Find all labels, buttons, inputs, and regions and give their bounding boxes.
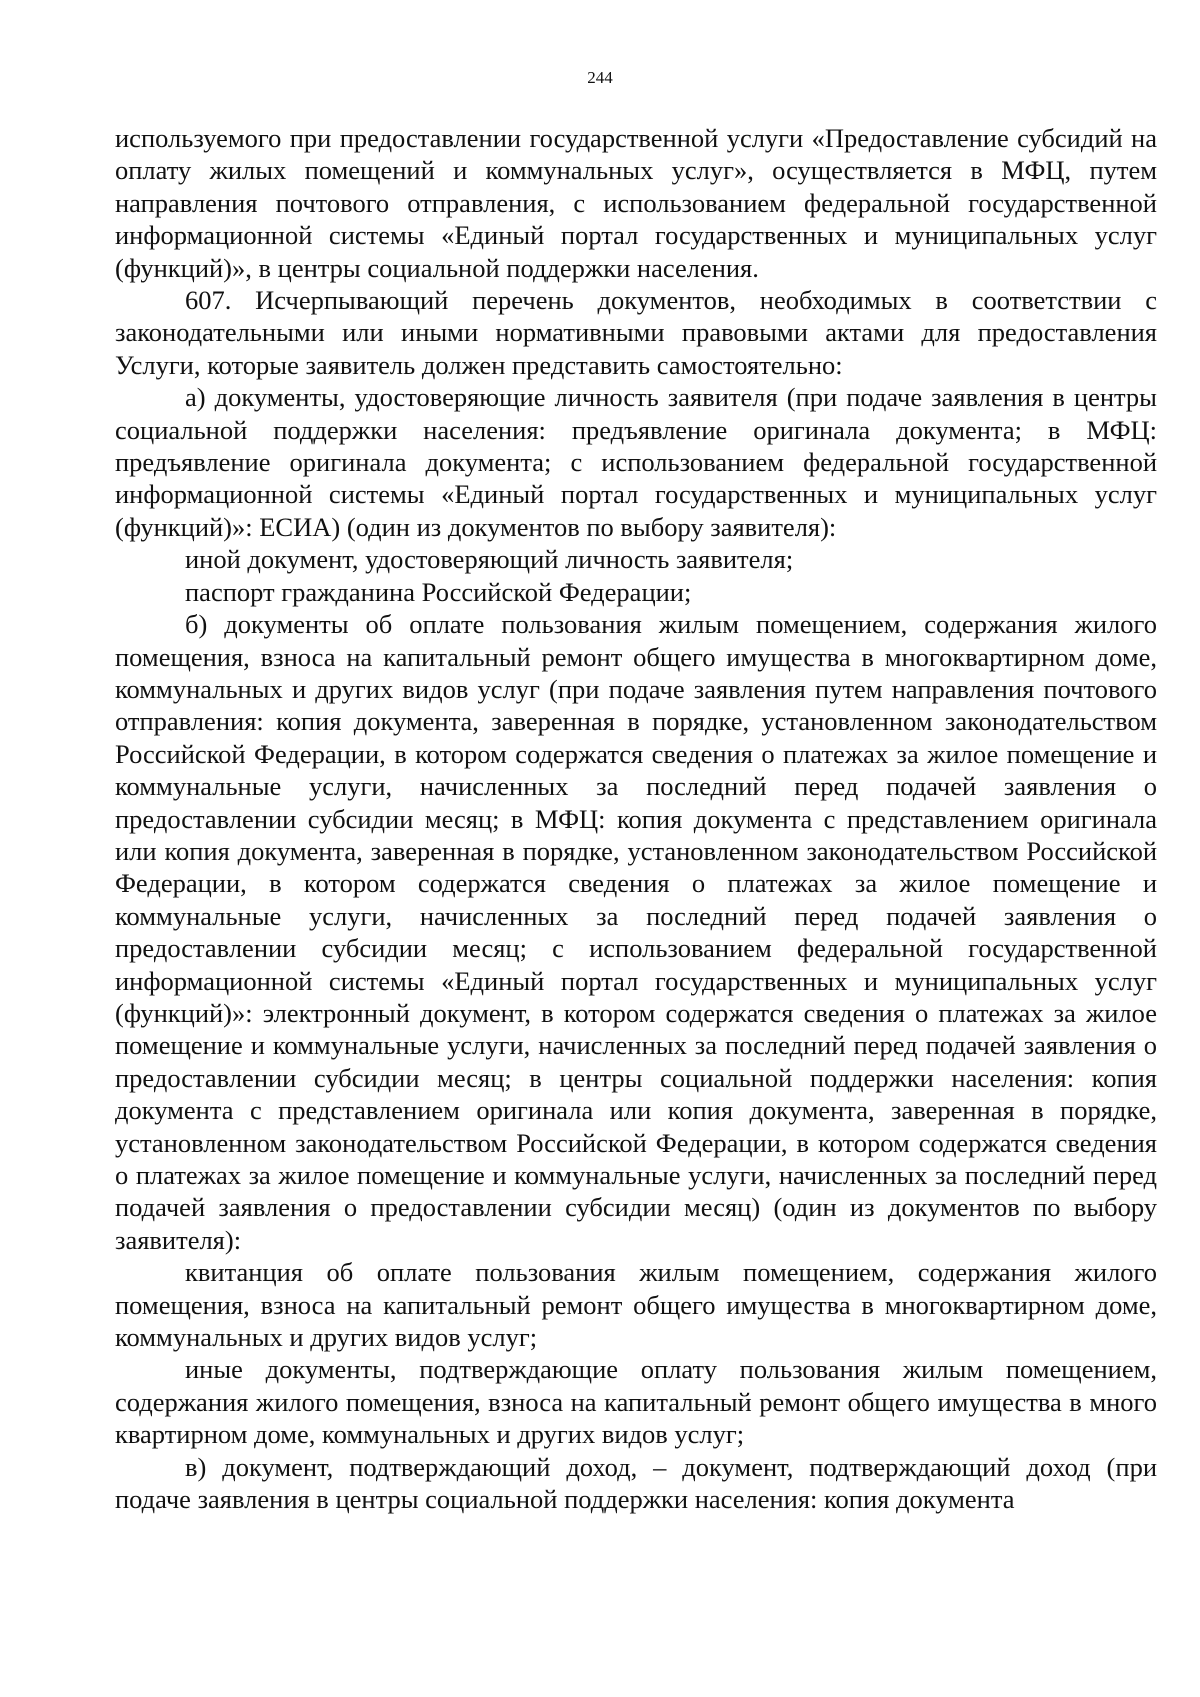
paragraph-item-b: б) документы об оплате пользования жилым помещением, содержания жилого помещения, взноса на капитальный ремонт общего имущества в многоквартирном доме, коммунальных и других видов услуг (при подаче заявления путем направления почтового отправления: копия документа, заверенная в порядке, установленном законодательством Российской Федерации, в котором содержатся сведения о платежах за жилое помещение и коммунальные услуги, начисленных за последний перед подачей заявления о предоставлении субсидии месяц; в МФЦ: копия документа с представлением оригинала или копия документа, заверенная в порядке, установленном законодательством Российской Федерации, в котором содержатся сведения о платежах за жилое помещение и коммунальные услуги, начисленных за последний перед подачей заявления о предоставлении субсидии месяц; с использованием федеральной государственной информационной системы «Единый портал государственных и муниципальных услуг (функций)»: электронный документ, в котором содержатся сведения о платежах за жилое помещение и коммунальные услуги, начисленных за последний перед подачей заявления о предоставлении субсидии месяц; в центры социальной поддержки населения: копия документа с представлением оригинала или копия документа, заверенная в порядке, установленном законодательством Российской Федерации, в котором содержатся сведения о платежах за жилое помещение и коммунальные услуги, начисленных за последний перед подачей заявления о предоставлении субсидии месяц) (один из документов по выбору заявителя): [115,609,1157,1255]
list-item: паспорт гражданина Российской Федерации; [185,576,692,607]
paragraph-item-v: в) документ, подтверждающий доход, – документ, подтверждающий доход (при подаче заявления в центры социальной поддержки населения: копия документа [115,1451,1157,1515]
list-item: иной документ, удостоверяющий личность заявителя; [185,544,794,575]
page-number: 244 [587,68,613,87]
list-item: иные документы, подтверждающие оплату пользования жилым помещением, содержания жилого помещения, взноса на капитальный ремонт общего имущества в много квартирном доме, коммунальных и других видов услуг; [115,1354,1157,1450]
paragraph-item-a: а) документы, удостоверяющие личность заявителя (при подаче заявления в центры социальной поддержки населения: предъявление оригинала документа; в МФЦ: предъявление оригинала документа; с использованием федеральной государственной информационной системы «Единый портал государственных и муниципальных услуг (функций)»: ЕСИА) (один из документов по выбору заявителя): [115,382,1157,542]
document-body [115,122,1157,1515]
paragraph-continuation: используемого при предоставлении государственной услуги «Предоставление субсидий на оплату жилых помещений и коммунальных услуг», осуществляется в МФЦ, путем направления почтового отправления, с использованием федеральной государственной информационной системы «Единый портал государственных и муниципальных услуг (функций)», в центры социальной поддержки населения. [115,123,1157,283]
list-item: квитанция об оплате пользования жилым помещением, содержания жилого помещения, взноса на капитальный ремонт общего имущества в многоквартирном доме, коммунальных и других видов услуг; [115,1257,1157,1353]
paragraph-607: 607. Исчерпывающий перечень документов, необходимых в соответствии с законодательными или иными нормативными правовыми актами для предоставления Услуги, которые заявитель должен представить самостоятельно: [115,285,1157,380]
